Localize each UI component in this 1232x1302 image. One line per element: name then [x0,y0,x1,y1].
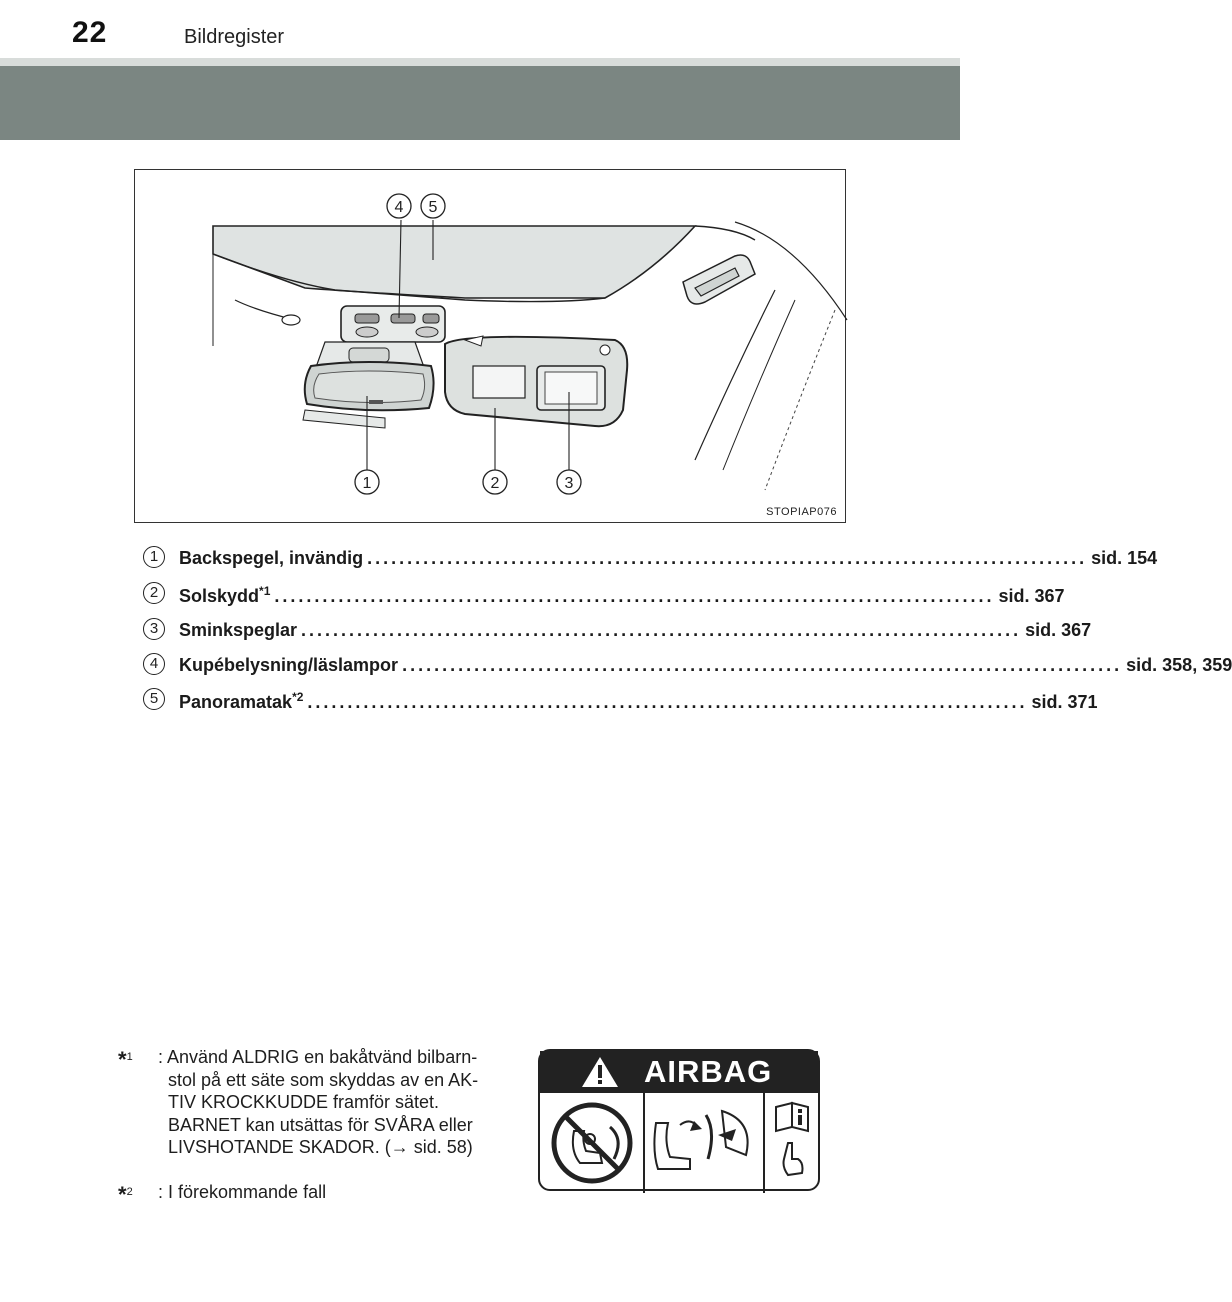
no-rear-facing-child-seat-icon [554,1105,630,1181]
dot-leader: .......................................................................................... [402,655,1123,675]
item-number: 5 [143,688,165,710]
airbag-warning-label [538,1049,820,1191]
page-reference-link[interactable]: sid. 367 [1025,620,1092,640]
callout-1-label: 1 [362,475,372,492]
dot-leader: .......................................................................................... [307,692,1028,712]
header-divider [0,58,960,66]
item-number: 4 [143,653,165,675]
footnote-text: : I förekommande fall [158,1182,327,1202]
item-line [179,620,1092,641]
item-line [179,584,1065,607]
index-item [143,686,1098,716]
warning-triangle-icon [582,1057,618,1087]
header-band [0,66,960,140]
footnote-marker: *$^1$ [118,1047,133,1072]
item-number: 1 [143,546,165,568]
section-title: Bildregister [184,26,285,48]
footnote-text: : Använd ALDRIG en bakåtvänd bilbarn- stol på ett säte som skyddas av en AK- TIV KROCKKUDDE framför sätet. BARNET kan utsättas för SVÅRA eller LIVSHOTANDE SKADOR. (→ sid. 58) [158,1047,479,1157]
page-reference-link[interactable]: sid. 367 [998,586,1065,606]
item-line [179,655,1232,676]
figure-code: STOPIAP076 [766,506,837,518]
dot-leader: .......................................................................................... [367,548,1088,568]
item-label: Backspegel, invändig [179,548,364,568]
callout-5-label: 5 [428,199,438,216]
item-number: 2 [143,582,165,604]
callout-3 [557,470,581,494]
callout-5 [421,194,445,218]
item-line [179,548,1158,569]
item-label: Kupébelysning/läslampor [179,655,399,675]
footnote-page-link[interactable]: LIVSHOTANDE SKADOR. (→ sid. 58) [168,1137,473,1157]
item-label: Sminkspeglar [179,620,298,640]
page-reference-link[interactable]: sid. 154 [1091,548,1158,568]
index-item [143,544,1158,574]
callout-3-label: 3 [564,475,574,492]
dot-leader: .......................................................................................... [274,586,995,606]
callout-4-label: 4 [394,199,404,216]
callout-2-label: 2 [490,475,500,492]
index-item [143,580,1065,610]
page-number: 22 [72,16,108,49]
seat-airbag-deploy-icon [654,1111,747,1169]
header-background [0,0,960,62]
airbag-pictograms [540,1051,822,1193]
item-label: Solskydd$^{*1}$ [179,584,271,606]
read-manual-icon [776,1103,808,1175]
item-footnote-marker: *1 [259,584,271,598]
item-line [179,690,1098,713]
callout-2 [483,470,507,494]
page-reference-link[interactable]: sid. 358, 359 [1126,655,1232,675]
callout-4 [387,194,411,218]
footnote-marker: *$^2$ [118,1182,133,1207]
page-reference-link[interactable]: sid. 371 [1031,692,1098,712]
page-header [0,0,960,140]
item-footnote-marker: *2 [292,690,304,704]
ceiling-drawing [135,170,847,524]
item-label: Panoramatak$^{*2}$ [179,690,304,712]
dot-leader: .......................................................................................... [301,620,1022,640]
callout-1 [355,470,379,494]
airbag-title: AIRBAG [644,1054,773,1089]
interior-illustration [134,169,846,523]
index-item [143,651,1232,681]
index-item [143,616,1092,646]
item-number: 3 [143,618,165,640]
